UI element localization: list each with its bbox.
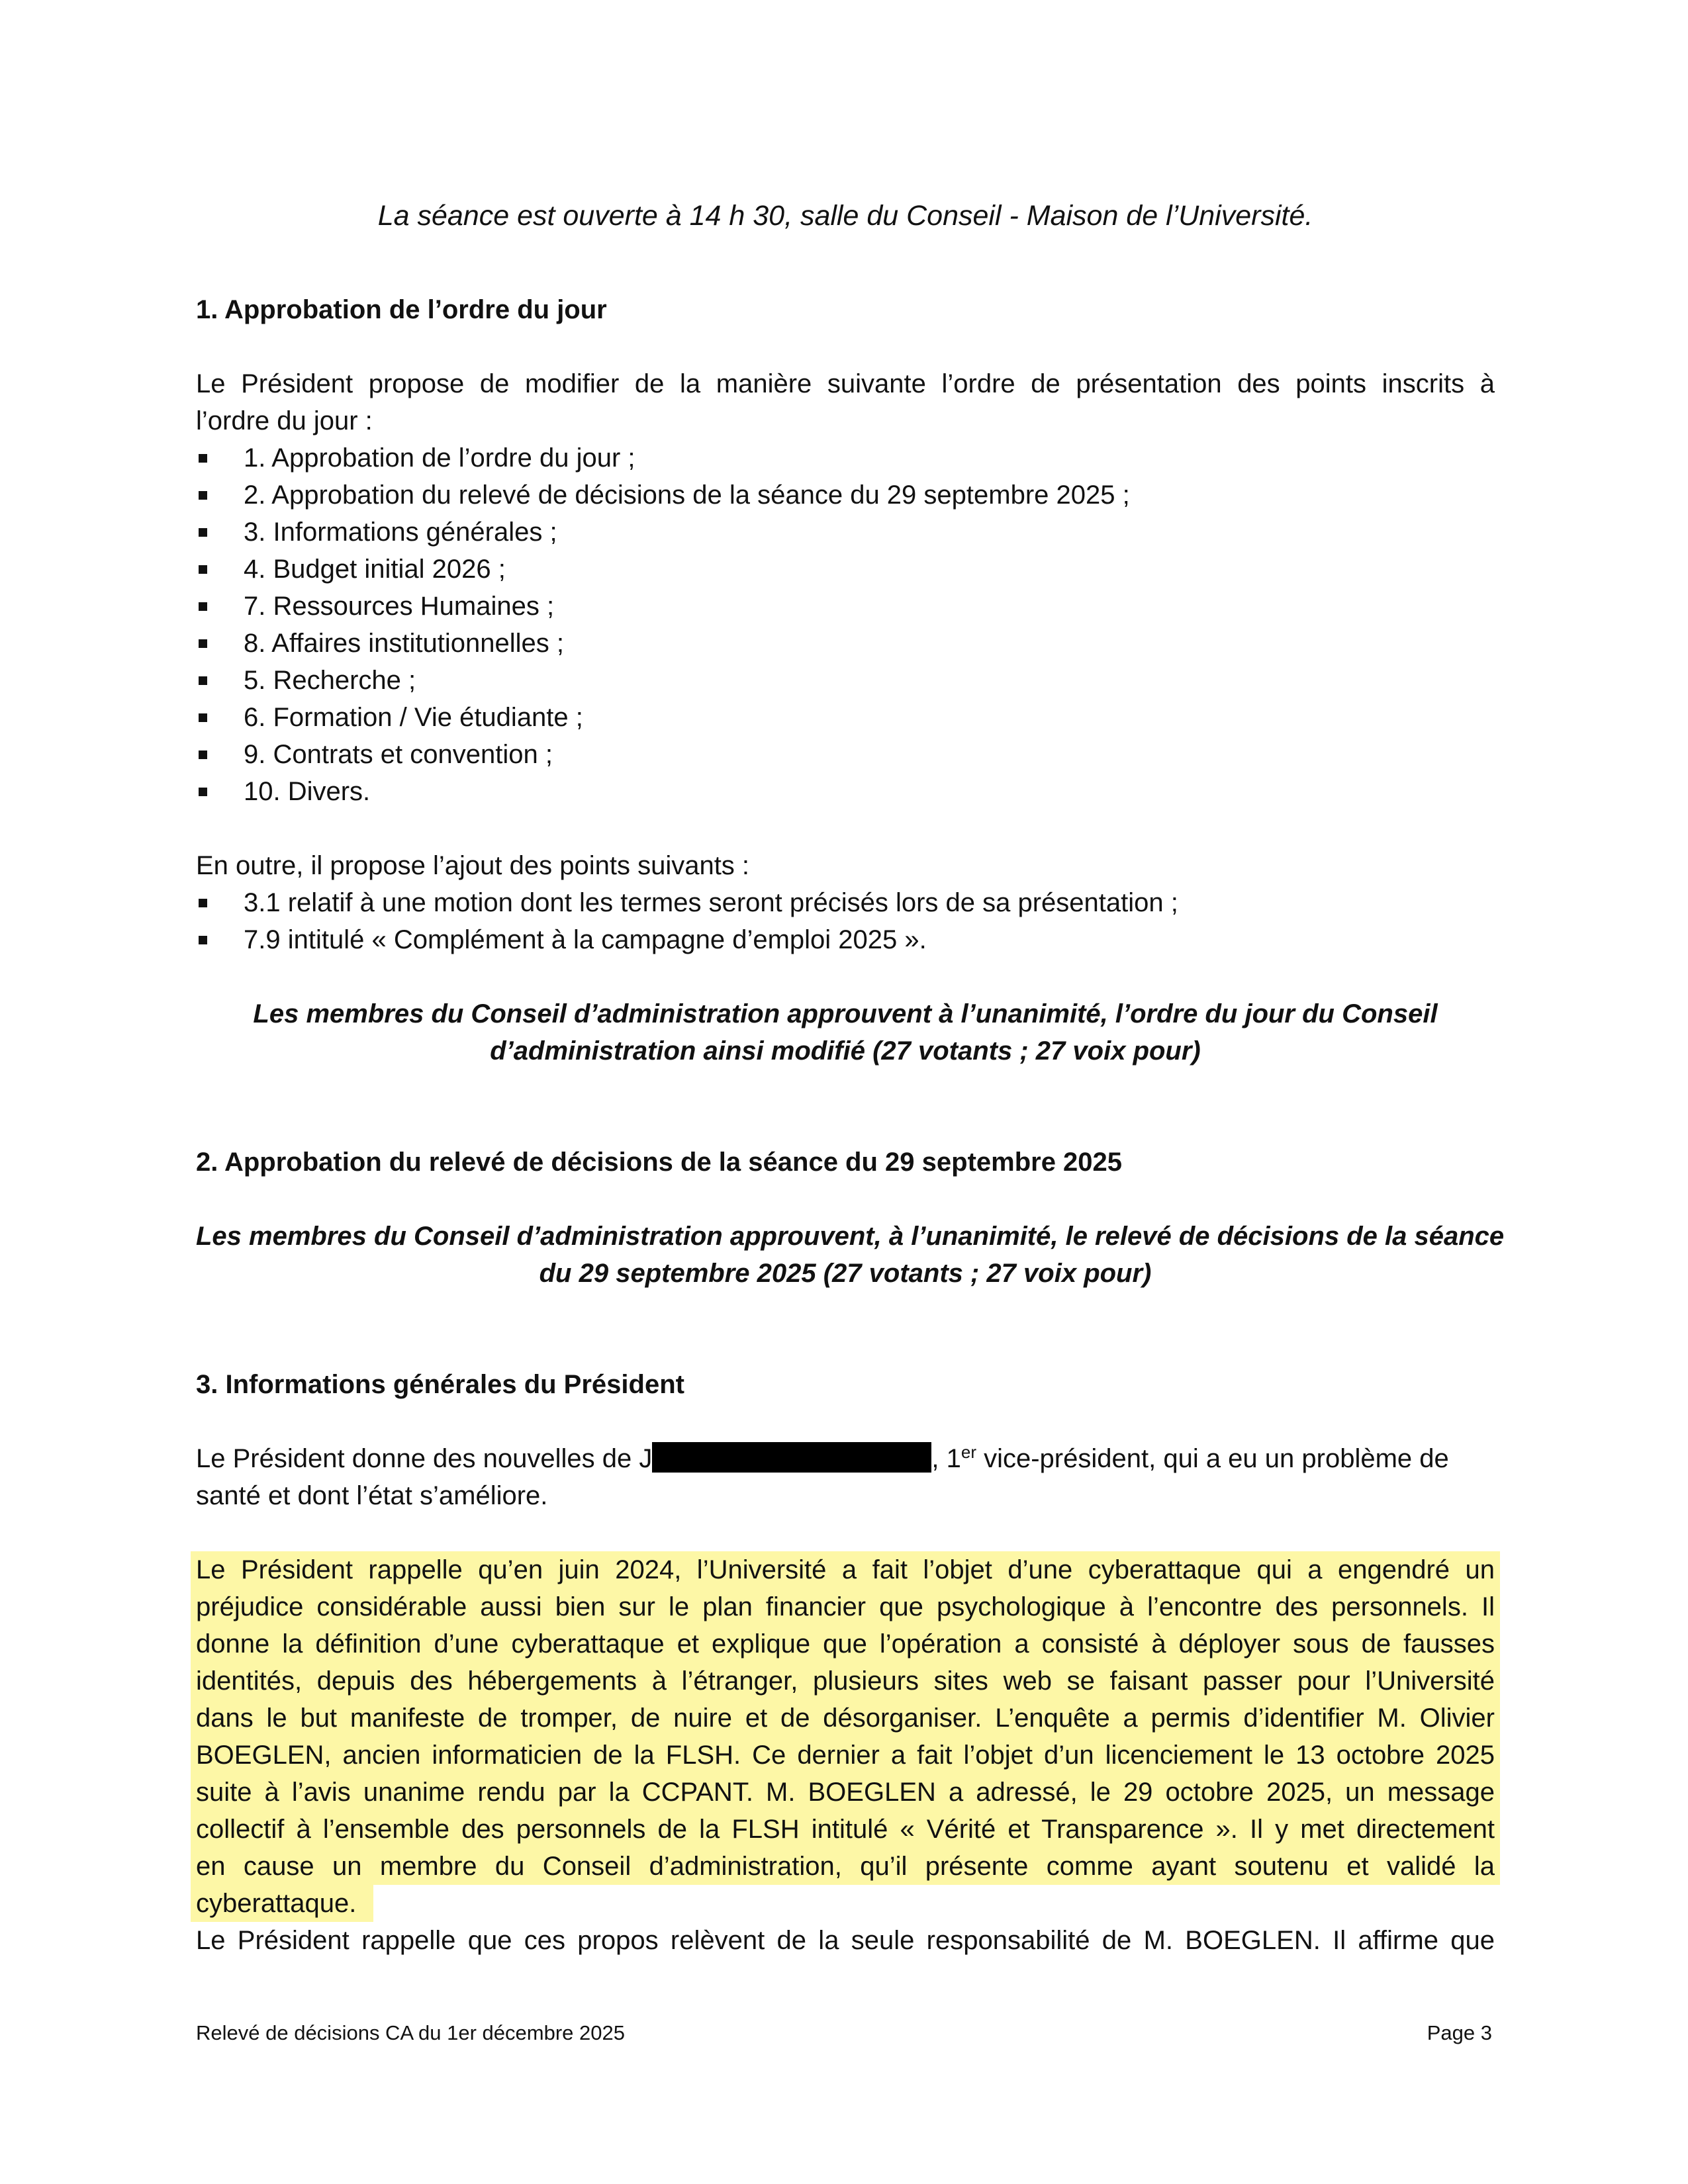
- news-superscript: er: [961, 1442, 976, 1462]
- news-ordinal: , 1: [931, 1444, 961, 1473]
- bullet-icon: [199, 788, 207, 796]
- cyberattack-line: cyberattaque.: [196, 1889, 357, 1918]
- bullet-icon: [199, 639, 207, 648]
- cyberattack-line: suite à l’avis unanime rendu par la CCPANT. M. BOEGLEN a adressé, le 29 octobre 2025, un message: [196, 1778, 1495, 1807]
- bullet-icon: [199, 713, 207, 722]
- cyberattack-line: Le Président rappelle qu’en juin 2024, l’Université a fait l’objet d’une cyberattaque qui a engendré un: [196, 1555, 1495, 1584]
- section3-heading: 3. Informations générales du Président: [196, 1370, 684, 1399]
- bullet-icon: [199, 565, 207, 574]
- bullet-icon: [199, 676, 207, 685]
- section1-decision-line1: Les membres du Conseil d’administration approuvent à l’unanimité, l’ordre du jour du Conseil: [253, 999, 1438, 1028]
- bullet-icon: [199, 454, 207, 463]
- document-page: La séance est ouverte à 14 h 30, salle du Conseil - Maison de l’Université. 1. Approbation de l’ordre du jour Le Président propose de modifier de la manière suivante l’ordre de présentation des points inscrits à l’ordre du jour : 1. Approbation de l’ordre du jour ; 2. Approbation du relevé de décisions de la séance du 29 septembre 2025 ; 3. Informations générales ; 4. Budget initial 2026 ; 7. Ressources Humaines ; 8. Affaires institutionnelles ; 5. Recherche ; 6. Formation / Vie étudiante ; 9. Contrats et convention ; 10. Divers. En outre, il propose l’ajout des points suivants : 3.1 relatif à une motion dont les termes seront précisés lors de sa présentation ; 7.9 intitulé « Complément à la campagne d’emploi 2025 ». Les membres du Conseil d’administration approuvent à l’unanimité, l’ordre du jour du Conseil d’administration ainsi modifié (27 votants ; 27 voix pour) 2. Approbation du relevé de décisions de la séance du 29 septembre 2025 Les membres du Conseil d’administration approuvent, à l’unanimité, le relevé de décisions de la séance du 29 septembre 2025 (27 votants ; 27 voix pour) 3. Informations générales du Président Le Président donne des nouvelles de J , 1er vice-président, qui a eu un problème de santé et dont l’état s’améliore. Le Président rappelle qu’en juin 2024, l’Université a fait l’objet d’une cyberattaque qui a engendré un préjudice considérable aussi bien sur le plan financier que psychologique à l’encontre des personnels. Il donne la définition d’une cyberattaque et explique que l’opération a consisté à déployer sous de fausses identités, depuis des hébergements à l’étranger, plusieurs sites web se faisant passer pour l’Université dans le but manifeste de tromper, de nuire et de désorganiser. L’enquête a permis d’identifier M. Olivier BOEGLEN, ancien informaticien de la FLSH. Ce dernier a fait l’objet d’un licenciement le 13 octobre 2025 suite à l’avis unanime rendu par la CCPANT. M. BOEGLEN a adressé, le 29 octobre 2025, un message collectif à l’ensemble des personnels de la FLSH intitulé « Vérité et Transparence ». Il y met directement en cause un membre du Conseil d’administration, qu’il présente comme ayant soutenu et validé la cyberattaque. Le Président rappelle que ces propos relèvent de la seule responsabilité de M. BOEGLEN. Il affirme que Relevé de décisions CA du 1er décembre 2025 Page 3: [0, 0, 1688, 2184]
- page-number: Page 3: [1427, 2021, 1492, 2044]
- section1-intro-line2: l’ordre du jour :: [196, 406, 373, 435]
- president-news-line1: [196, 1440, 1495, 1477]
- cyberattack-line: donne la définition d’une cyberattaque et explique que l’opération a consisté à déployer sous de fausses: [196, 1629, 1495, 1659]
- president-statement-line: Le Président rappelle que ces propos relèvent de la seule responsabilité de M. BOEGLEN. Il affirme que: [196, 1926, 1495, 1955]
- news-before: Le Président donne des nouvelles de J: [196, 1444, 653, 1473]
- bullet-icon: [199, 491, 207, 500]
- cyberattack-line: collectif à l’ensemble des personnels de la FLSH intitulé « Vérité et Transparence ». Il y met directement: [196, 1815, 1495, 1844]
- cyberattack-line: préjudice considérable aussi bien sur le plan financier que psychologique à l’encontre des personnels. Il: [196, 1592, 1495, 1621]
- addition-intro: En outre, il propose l’ajout des points suivants :: [196, 851, 750, 880]
- bullet-icon: [199, 899, 207, 907]
- cyberattack-line: dans le but manifeste de tromper, de nuire et de désorganiser. L’enquête a permis d’identifier M. Olivier: [196, 1704, 1495, 1733]
- bullet-icon: [199, 751, 207, 759]
- bullet-icon: [199, 602, 207, 611]
- footer-title: Relevé de décisions CA du 1er décembre 2025: [196, 2021, 625, 2044]
- bullet-icon: [199, 528, 207, 537]
- opening-line: La séance est ouverte à 14 h 30, salle du Conseil - Maison de l’Université.: [377, 200, 1313, 232]
- cyberattack-line: identités, depuis des hébergements à l’étranger, plusieurs sites web se faisant passer pour l’Université: [196, 1666, 1495, 1696]
- section2-heading: 2. Approbation du relevé de décisions de la séance du 29 septembre 2025: [196, 1148, 1123, 1177]
- redaction-block: [652, 1442, 931, 1473]
- news-after: vice-président, qui a eu un problème de: [976, 1444, 1449, 1473]
- section2-decision-line2: du 29 septembre 2025 (27 votants ; 27 voix pour): [539, 1259, 1152, 1288]
- section1-decision-line2: d’administration ainsi modifié (27 votants ; 27 voix pour): [490, 1036, 1201, 1066]
- section1-heading: 1. Approbation de l’ordre du jour: [196, 295, 607, 324]
- cyberattack-line: BOEGLEN, ancien informaticien de la FLSH. Ce dernier a fait l’objet d’un licenciement le 13 octobre 2025: [196, 1741, 1495, 1770]
- bullet-icon: [199, 936, 207, 944]
- section1-intro-line1: Le Président propose de modifier de la manière suivante l’ordre de présentation des points inscrits à: [196, 369, 1495, 398]
- cyberattack-line: en cause un membre du Conseil d’administration, qu’il présente comme ayant soutenu et validé la: [196, 1852, 1495, 1881]
- section2-decision-line1: Les membres du Conseil d’administration approuvent, à l’unanimité, le relevé de décisions de la séance: [196, 1222, 1505, 1251]
- president-news-line2: santé et dont l’état s’améliore.: [196, 1481, 548, 1510]
